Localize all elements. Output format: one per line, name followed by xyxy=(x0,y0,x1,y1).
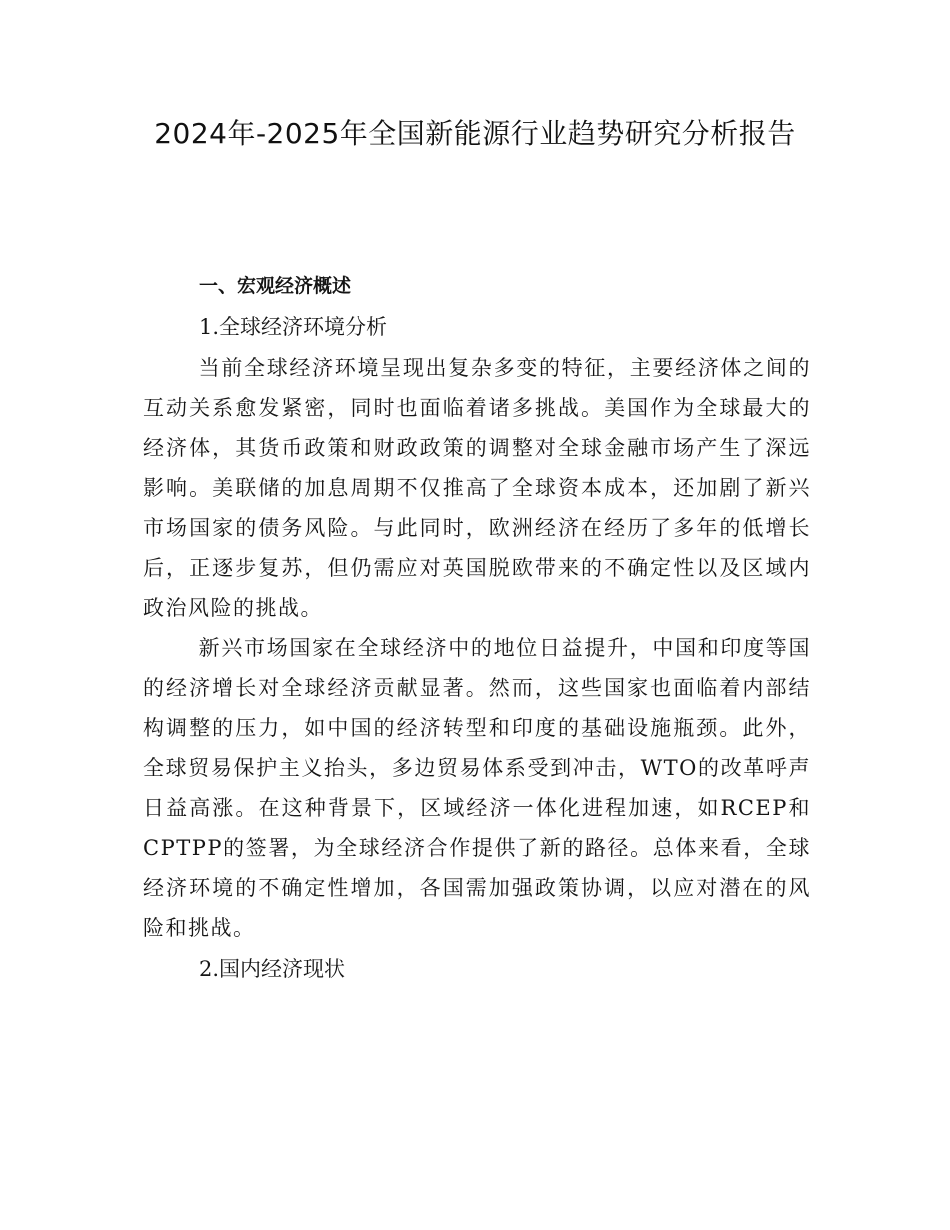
subsection-heading-global-economy: 1.全球经济环境分析 xyxy=(199,315,388,339)
paragraph-global-economy-overview: 当前全球经济环境呈现出复杂多变的特征，主要经济体之间的互动关系愈发紧密，同时也面临着诸多挑战。美国作为全球最大的经济体，其货币政策和财政政策的调整对全球金融市场产生了深远影响。美联储的加息周期不仅推高了全球资本成本，还加剧了新兴市场国家的债务风险。与此同时，欧洲经济在经历了多年的低增长后，正逐步复苏，但仍需应对英国脱欧带来的不确定性以及区域内政治风险的挑战。 xyxy=(143,356,811,620)
paragraph-emerging-markets: 新兴市场国家在全球经济中的地位日益提升，中国和印度等国的经济增长对全球经济贡献显著。然而，这些国家也面临着内部结构调整的压力，如中国的经济转型和印度的基础设施瓶颈。此外，全球贸易保护主义抬头，多边贸易体系受到冲击，WTO的改革呼声日益高涨。在这种背景下，区域经济一体化进程加速，如RCEP和CPTPP的签署，为全球经济合作提供了新的路径。总体来看，全球经济环境的不确定性增加，各国需加强政策协调，以应对潜在的风险和挑战。 xyxy=(143,636,811,940)
document-title: 2024年-2025年全国新能源行业趋势研究分析报告 xyxy=(154,117,796,150)
document-body xyxy=(143,266,811,990)
section-heading-macro-economy: 一、宏观经济概述 xyxy=(199,275,352,297)
subsection-heading-domestic-economy: 2.国内经济现状 xyxy=(199,957,346,981)
